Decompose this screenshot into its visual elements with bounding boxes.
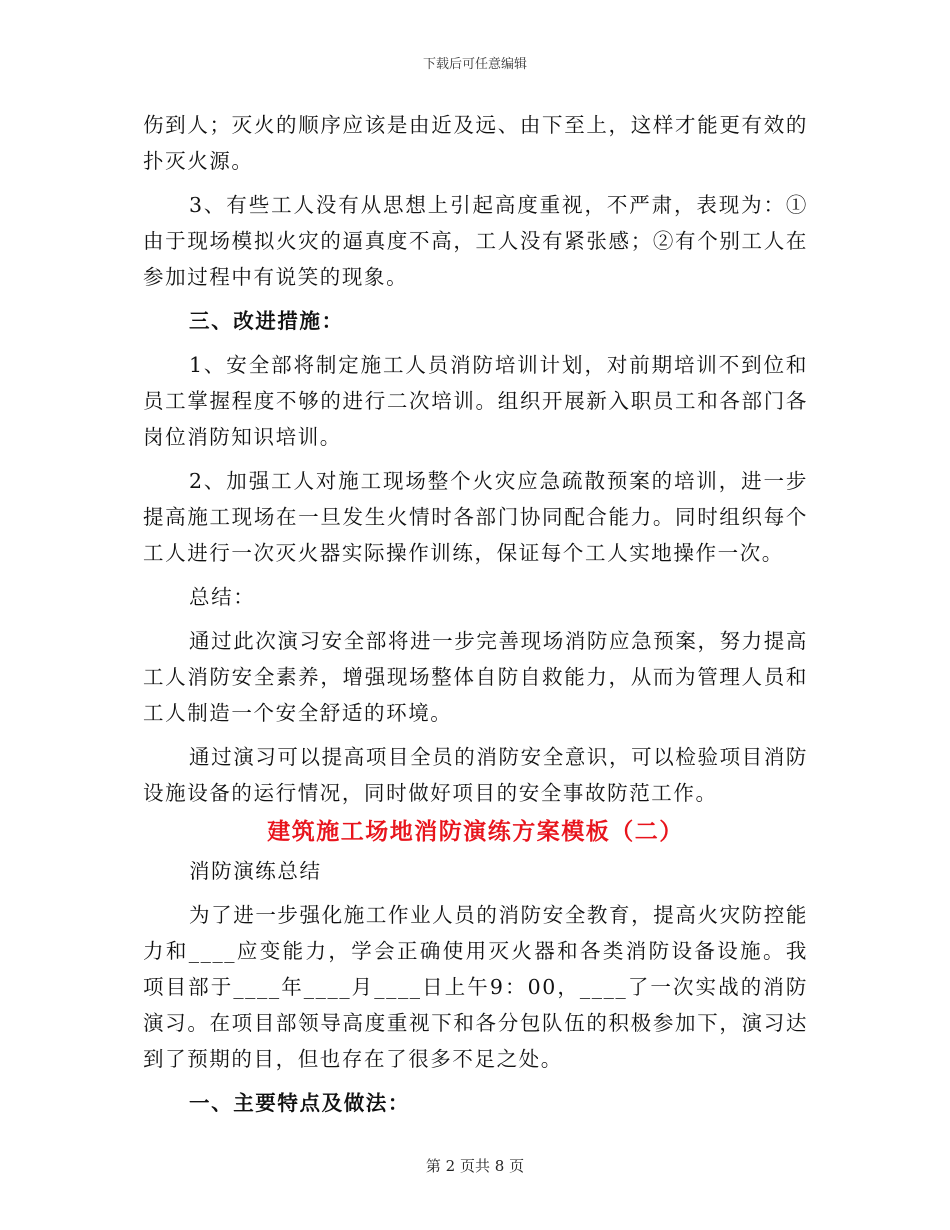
paragraph-drill-intro: 为了进一步强化施工作业人员的消防安全教育，提高火灾防控能力和____应变能力，学会正确使用灭火器和各类消防设备设施。我项目部于____年____月____日上午9：00，____了一次实战的消防演习。在项目部领导高度重视下和各分包队伍的积极参加下，演习达到了预期的目，但也存在了很多不足之处。	[143, 903, 808, 1071]
page-header: 下载后可任意编辑	[422, 57, 527, 72]
paragraph-summary-2: 通过演习可以提高项目全员的消防安全意识，可以检验项目消防设施设备的运行情况，同时做好项目的安全事故防范工作。	[143, 745, 808, 805]
page-footer: 第 2 页共 8 页	[425, 1157, 525, 1175]
heading-improvements: 三、改进措施：	[189, 309, 344, 333]
paragraph-fire-order: 伤到人；灭火的顺序应该是由近及远、由下至上，这样才能更有效的扑灭火源。	[143, 113, 808, 173]
section-title: 建筑施工场地消防演练方案模板（二）	[267, 818, 684, 845]
paragraph-drill-summary-label: 消防演练总结	[189, 859, 322, 883]
paragraph-evacuation-training: 2、加强工人对施工现场整个火灾应急疏散预案的培训，进一步提高施工现场在一旦发生火情时各部门协同配合能力。同时组织每个工人进行一次灭火器实际操作训练，保证每个工人实地操作一次。	[143, 469, 808, 565]
paragraph-summary-1: 通过此次演习安全部将进一步完善现场消防应急预案，努力提高工人消防安全素养，增强现场整体自防自救能力，从而为管理人员和工人制造一个安全舒适的环境。	[143, 629, 808, 725]
paragraph-training-plan: 1、安全部将制定施工人员消防培训计划，对前期培训不到位和员工掌握程度不够的进行二次培训。组织开展新入职员工和各部门各岗位消防知识培训。	[143, 353, 808, 449]
heading-main-features: 一、主要特点及做法：	[189, 1091, 410, 1115]
summary-label: 总结：	[189, 585, 256, 609]
document-body	[143, 107, 808, 1121]
paragraph-worker-attitude: 3、有些工人没有从思想上引起高度重视，不严肃，表现为：①由于现场模拟火灾的逼真度不高，工人没有紧张感；②有个别工人在参加过程中有说笑的现象。	[143, 193, 808, 289]
